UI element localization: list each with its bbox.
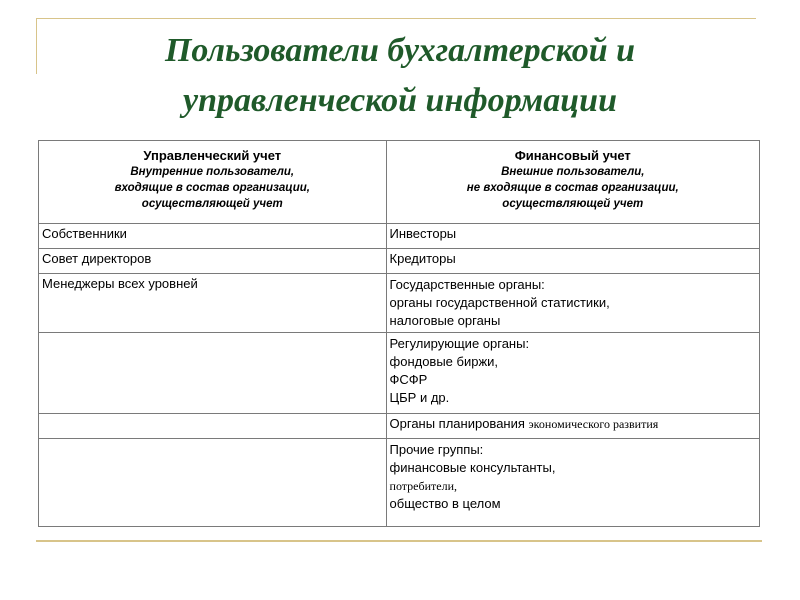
- cell-line: Регулирующие органы:: [389, 336, 530, 351]
- users-comparison-table: [38, 140, 760, 527]
- cell-external-user: [386, 333, 759, 414]
- slide-title-line-1: Пользователи бухгалтерской и: [164, 32, 636, 69]
- header-subtitle-line: Внешние пользователи,: [501, 166, 645, 178]
- header-subtitle-line: входящие в состав организации,: [114, 182, 310, 194]
- cell-internal-user-empty: [39, 414, 387, 439]
- cell-internal-user-empty: [39, 439, 387, 527]
- table-row: [39, 414, 760, 439]
- cell-text-serif: экономического развития: [528, 417, 659, 431]
- cell-internal-user: Собственники: [39, 224, 387, 249]
- header-financial-accounting: [386, 141, 759, 224]
- cell-external-user: Инвесторы: [386, 224, 759, 249]
- table-header-row: [39, 141, 760, 224]
- cell-line: общество в целом: [389, 496, 501, 511]
- table-row: [39, 274, 760, 333]
- header-management-accounting: [39, 141, 387, 224]
- cell-external-user: Кредиторы: [386, 249, 759, 274]
- cell-external-user: [386, 274, 759, 333]
- table-row: [39, 249, 760, 274]
- slide-title-line-2: управленческой информации: [183, 82, 617, 119]
- header-subtitle-line: осуществляющей учет: [141, 198, 283, 210]
- header-title: Финансовый учет: [514, 148, 631, 163]
- cell-internal-user-empty: [39, 333, 387, 414]
- table-row: [39, 439, 760, 527]
- cell-line: налоговые органы: [389, 313, 501, 328]
- cell-line: потребители,: [389, 479, 458, 493]
- slide-title: [40, 26, 760, 126]
- header-title: Управленческий учет: [143, 148, 282, 163]
- cell-line: Прочие группы:: [389, 442, 484, 457]
- cell-text: Органы планирования: [389, 416, 529, 431]
- cell-external-user: [386, 439, 759, 527]
- header-subtitle-line: осуществляющей учет: [502, 198, 644, 210]
- table-row: [39, 224, 760, 249]
- decorative-left-rule: [36, 18, 37, 74]
- header-subtitle-line: Внутренние пользователи,: [130, 166, 295, 178]
- cell-line: органы государственной статистики,: [389, 295, 610, 310]
- table-row: [39, 333, 760, 414]
- cell-external-user: [386, 414, 759, 439]
- cell-internal-user: Совет директоров: [39, 249, 387, 274]
- cell-line: фондовые биржи,: [389, 354, 499, 369]
- cell-internal-user: Менеджеры всех уровней: [39, 274, 387, 333]
- cell-line: Государственные органы:: [389, 277, 545, 292]
- header-subtitle-line: не входящие в состав организации,: [466, 182, 679, 194]
- cell-line: ФСФР: [389, 372, 428, 387]
- decorative-bottom-rule: [36, 540, 762, 542]
- cell-line: ЦБР и др.: [389, 390, 450, 405]
- cell-line: финансовые консультанты,: [389, 460, 556, 475]
- decorative-top-rule: [36, 18, 756, 19]
